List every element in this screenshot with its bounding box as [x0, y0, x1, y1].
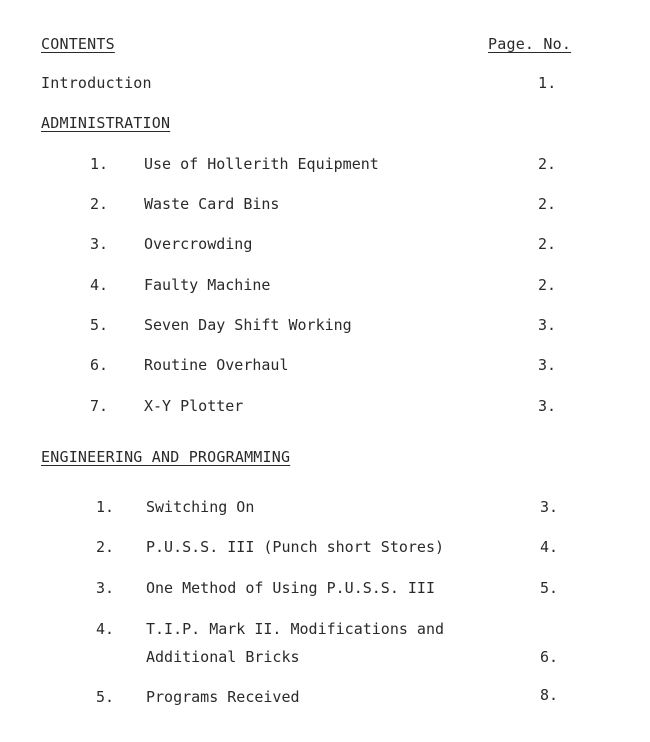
item-page: 5. — [540, 579, 559, 597]
contents-heading: CONTENTS — [41, 35, 115, 53]
item-number: 2. — [96, 538, 115, 556]
item-title: Programs Received — [146, 688, 300, 706]
item-title: T.I.P. Mark II. Modifications and — [146, 620, 445, 638]
page-no-heading: Page. No. — [488, 35, 572, 53]
item-number: 5. — [96, 688, 115, 706]
item-page: 3. — [538, 356, 557, 374]
introduction-title: Introduction — [41, 74, 152, 92]
item-page: 8. — [540, 686, 559, 704]
item-number: 2. — [90, 195, 109, 213]
item-number: 3. — [90, 235, 109, 253]
item-page: 2. — [538, 276, 557, 294]
item-page: 2. — [538, 155, 557, 173]
item-page: 3. — [540, 498, 559, 516]
item-number: 1. — [96, 498, 115, 516]
item-page: 3. — [538, 316, 557, 334]
item-title: X-Y Plotter — [144, 397, 244, 415]
item-title: Routine Overhaul — [144, 356, 289, 374]
item-title: Switching On — [146, 498, 255, 516]
item-number: 4. — [96, 620, 115, 638]
item-title: Overcrowding — [144, 235, 253, 253]
item-page: 2. — [538, 235, 557, 253]
item-title: One Method of Using P.U.S.S. III — [146, 579, 435, 597]
item-page: 6. — [540, 648, 559, 666]
administration-heading: ADMINISTRATION — [41, 114, 171, 132]
item-title: Faulty Machine — [144, 276, 271, 294]
item-page: 3. — [538, 397, 557, 415]
item-title-continued: Additional Bricks — [146, 648, 300, 666]
item-number: 4. — [90, 276, 109, 294]
engineering-heading: ENGINEERING AND PROGRAMMING — [41, 448, 291, 466]
item-number: 6. — [90, 356, 109, 374]
item-title: Seven Day Shift Working — [144, 316, 352, 334]
introduction-page: 1. — [538, 74, 557, 92]
item-title: P.U.S.S. III (Punch short Stores) — [146, 538, 445, 556]
item-number: 7. — [90, 397, 109, 415]
item-number: 1. — [90, 155, 109, 173]
item-page: 2. — [538, 195, 557, 213]
item-page: 4. — [540, 538, 559, 556]
item-number: 5. — [90, 316, 109, 334]
item-number: 3. — [96, 579, 115, 597]
item-title: Use of Hollerith Equipment — [144, 155, 379, 173]
item-title: Waste Card Bins — [144, 195, 280, 213]
